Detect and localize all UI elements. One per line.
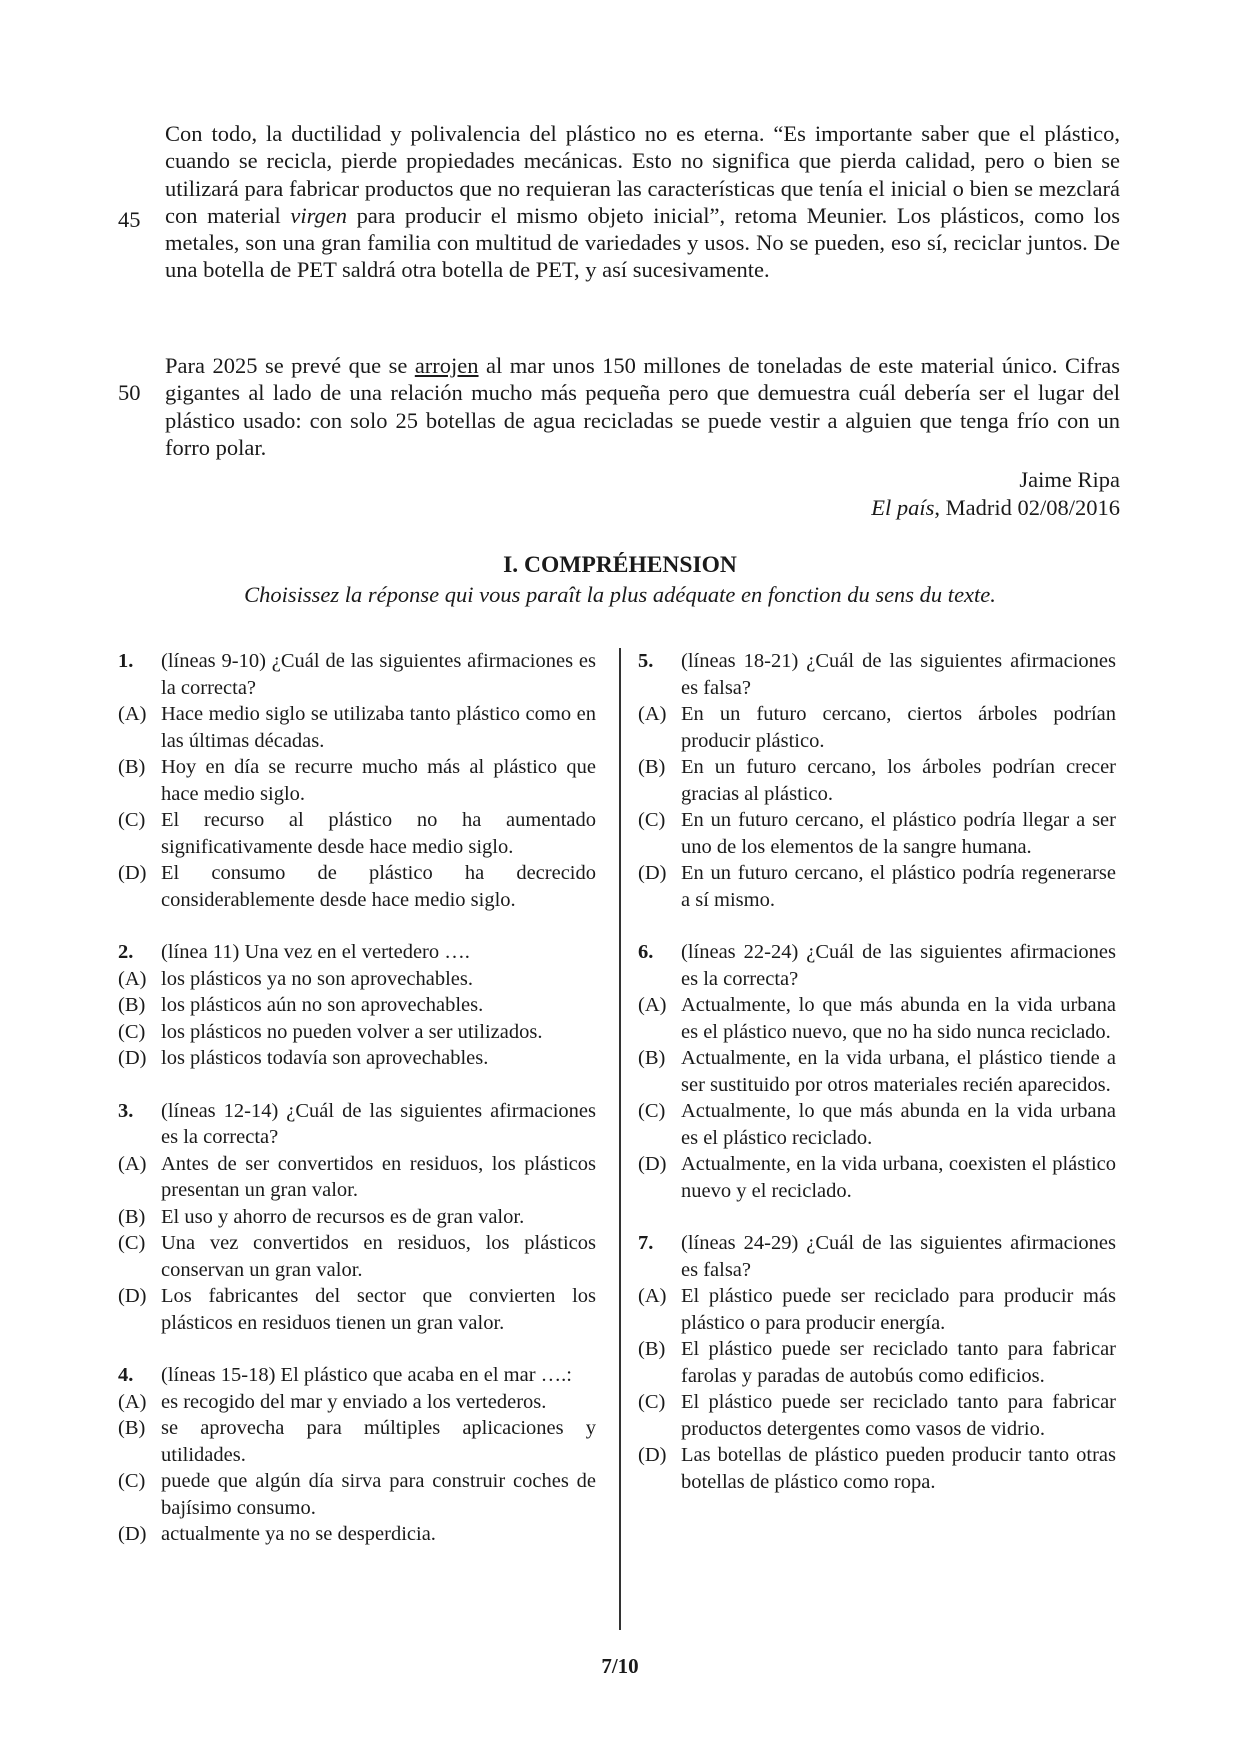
option-a[interactable]: (A) Antes de ser convertidos en residuos, los plásticos presentan un gran valor.: [118, 1152, 596, 1201]
question-text: (líneas 12-14) ¿Cuál de las siguientes afirmaciones es la correcta?: [161, 1099, 596, 1148]
option-b[interactable]: (B) En un futuro cercano, los árboles podrían crecer gracias al plástico.: [638, 756, 1116, 805]
option-d[interactable]: (D) actualmente ya no se desperdicia.: [118, 1523, 436, 1545]
option-a[interactable]: (A) El plástico puede ser reciclado para producir más plástico o para producir energía.: [638, 1285, 1116, 1334]
question-number: 4.: [118, 1364, 134, 1386]
question-number: 3.: [118, 1099, 134, 1122]
questions-column-left: [118, 648, 596, 1574]
question-text: (líneas 18-21) ¿Cuál de las siguientes afirmaciones es falsa?: [681, 650, 1116, 699]
passage-paragraph-1: Con todo, la ductilidad y polivalencia del plástico no es eterna. “Es importante saber que el plástico, cuando se recicla, pierde propiedades mecánicas. Esto no significa que pierda calidad, pero o bien se utilizará para fabricar productos que no requieran las características que tenía el inicial o bien se mezclará con material virgen para producir el mismo objeto inicial”, retoma Meunier. Los plásticos, como los metales, son una gran familia con multitud de variedades y usos. No se pueden, eso sí, reciclar juntos. De una botella de PET saldrá otra botella de PET, y así sucesivamente.: [165, 121, 1121, 283]
question-number: 7.: [638, 1232, 654, 1254]
question-number: 5.: [638, 650, 654, 672]
option-d[interactable]: (D) Actualmente, en la vida urbana, coexisten el plástico nuevo y el reciclado.: [638, 1153, 1116, 1202]
option-a[interactable]: (A) es recogido del mar y enviado a los vertederos.: [118, 1390, 547, 1413]
option-c[interactable]: (C) En un futuro cercano, el plástico podría llegar a ser uno de los elementos de la sangre humana.: [638, 809, 1116, 858]
option-a[interactable]: (A) Actualmente, lo que más abunda en la vida urbana es el plástico nuevo, que no ha sido nunca reciclado.: [638, 994, 1116, 1043]
question-number: 1.: [118, 650, 134, 672]
option-d[interactable]: (D) los plásticos todavía son aprovechables.: [118, 1047, 489, 1069]
option-d[interactable]: (D) En un futuro cercano, el plástico podría regenerarse a sí mismo.: [638, 862, 1116, 911]
question-text: (líneas 15-18) El plástico que acaba en el mar ….:: [161, 1364, 572, 1386]
questions-column-right: [638, 648, 1116, 1521]
passage-paragraph-2: Para 2025 se prevé que se arrojen al mar unos 150 millones de toneladas de este material único. Cifras gigantes al lado de una relación mucho más pequeña pero que demuestra cuál debería ser el lugar del plástico usado: con solo 25 botellas de agua recicladas se puede vestir a alguien que tenga frío con un forro polar.: [165, 353, 1121, 460]
option-b[interactable]: (B) El plástico puede ser reciclado tanto para fabricar farolas y paradas de autobús como edificios.: [638, 1338, 1116, 1387]
option-b[interactable]: (B) los plásticos aún no son aprovechables.: [118, 994, 484, 1016]
option-d[interactable]: (D) Los fabricantes del sector que convierten los plásticos en residuos tienen un gran valor.: [118, 1285, 596, 1334]
question-5: [638, 648, 1116, 913]
page-number: 7/10: [601, 1654, 639, 1678]
option-c[interactable]: (C) puede que algún día sirva para construir coches de bajísimo consumo.: [118, 1470, 596, 1519]
question-6: [638, 939, 1116, 1204]
question-text: (líneas 22-24) ¿Cuál de las siguientes afirmaciones es la correcta?: [681, 941, 1116, 990]
article-source: El país, Madrid 02/08/2016: [871, 495, 1120, 520]
author-name: Jaime Ripa: [1019, 467, 1120, 492]
italic-word: virgen: [290, 202, 348, 228]
section-title: I. COMPRÉHENSION: [503, 552, 737, 578]
question-number: 2.: [118, 941, 134, 963]
underlined-word: arrojen: [414, 353, 479, 378]
question-text: (líneas 9-10) ¿Cuál de las siguientes afirmaciones es la correcta?: [161, 650, 596, 699]
option-c[interactable]: (C) los plásticos no pueden volver a ser utilizados.: [118, 1020, 543, 1043]
option-b[interactable]: (B) Hoy en día se recurre mucho más al plástico que hace medio siglo.: [118, 756, 596, 805]
column-divider: [619, 648, 621, 1630]
question-4: [118, 1362, 596, 1548]
question-3: [118, 1098, 596, 1337]
option-a[interactable]: (A) Hace medio siglo se utilizaba tanto plástico como en las últimas décadas.: [118, 703, 596, 752]
question-text: (líneas 24-29) ¿Cuál de las siguientes afirmaciones es falsa?: [681, 1232, 1116, 1281]
line-number-45: 45: [118, 207, 141, 232]
question-text: (línea 11) Una vez en el vertedero ….: [161, 941, 470, 963]
question-7: [638, 1230, 1116, 1495]
option-b[interactable]: (B) Actualmente, en la vida urbana, el plástico tiende a ser sustituido por otros materiales recién aparecidos.: [638, 1047, 1116, 1096]
option-d[interactable]: (D) Las botellas de plástico pueden producir tanto otras botellas de plástico como ropa.: [638, 1444, 1116, 1493]
question-1: [118, 648, 596, 913]
option-c[interactable]: (C) El plástico puede ser reciclado tanto para fabricar productos detergentes como vasos de vidrio.: [638, 1391, 1116, 1440]
option-d[interactable]: (D) El consumo de plástico ha decrecido considerablemente desde hace medio siglo.: [118, 862, 596, 911]
section-instruction: Choisissez la réponse qui vous paraît la plus adéquate en fonction du sens du texte.: [244, 582, 996, 607]
option-a[interactable]: (A) los plásticos ya no son aprovechables.: [118, 967, 473, 990]
option-c[interactable]: (C) Una vez convertidos en residuos, los plásticos conservan un gran valor.: [118, 1232, 596, 1281]
question-2: [118, 939, 596, 1072]
option-c[interactable]: (C) Actualmente, lo que más abunda en la vida urbana es el plástico reciclado.: [638, 1100, 1116, 1149]
option-b[interactable]: (B) se aprovecha para múltiples aplicaciones y utilidades.: [118, 1417, 596, 1466]
line-number-50: 50: [118, 380, 141, 405]
question-number: 6.: [638, 941, 654, 963]
option-b[interactable]: (B) El uso y ahorro de recursos es de gran valor.: [118, 1205, 525, 1228]
option-a[interactable]: (A) En un futuro cercano, ciertos árboles podrían producir plástico.: [638, 703, 1116, 752]
option-c[interactable]: (C) El recurso al plástico no ha aumentado significativamente desde hace medio siglo.: [118, 809, 596, 858]
